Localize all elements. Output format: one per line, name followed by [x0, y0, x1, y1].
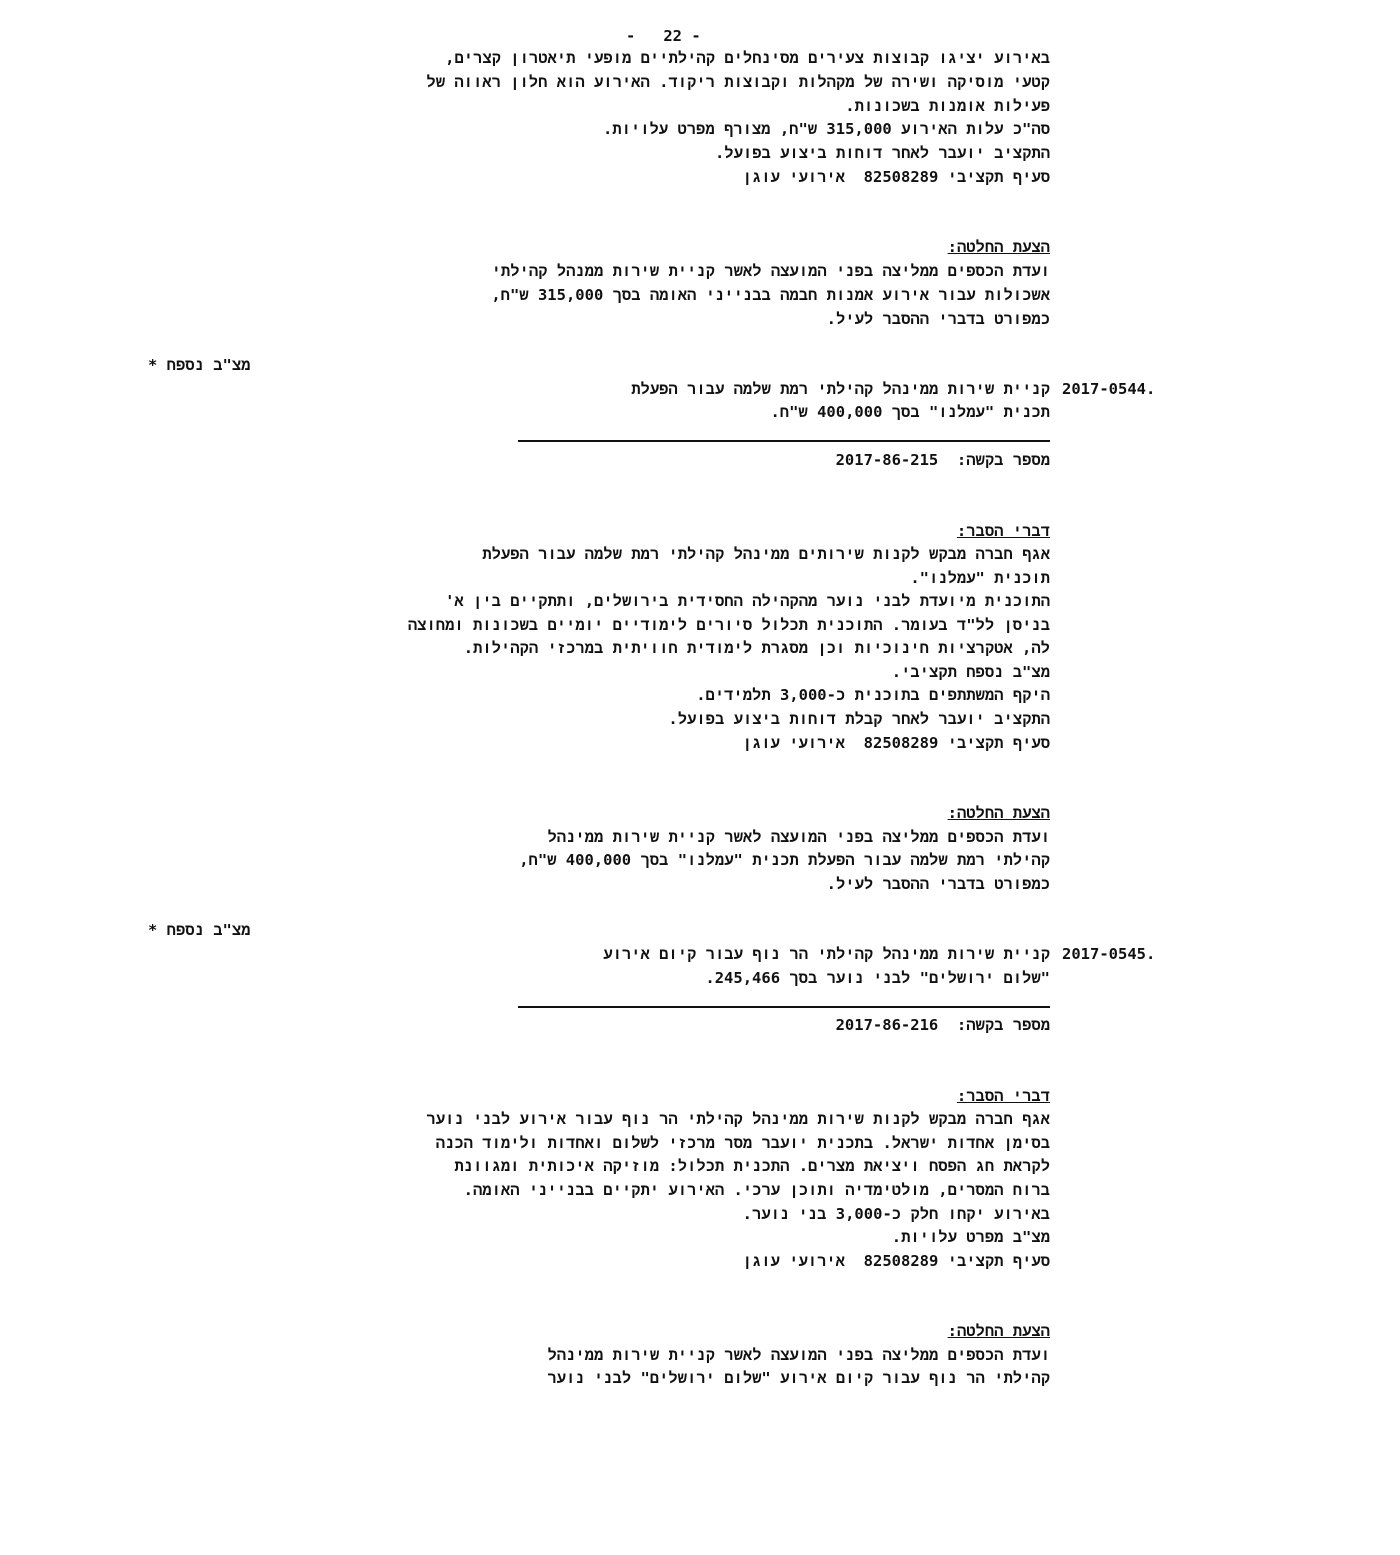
explanation-line: לקראת חג הפסח ויציאת מצרים. התכנית תכלול: מוזיקה איכותית ומגוונת	[454, 1157, 1050, 1175]
text-line: סה"כ עלות האירוע 315,000 ש"ח, מצורף מפרט עלויות.	[602, 120, 1050, 138]
explanation-line: לה, אטקרציות חינוכיות וכן מסגרת לימודית חוויתית במרכזי הקהילות.	[463, 639, 1050, 657]
text-line: קטעי מוסיקה ושירה של מקהלות וקבוצות ריקוד. האירוע הוא חלון ראווה של	[426, 73, 1050, 91]
divider	[518, 440, 1050, 442]
item-title-line: תכנית "עמלנו" בסך 400,000 ש"ח.	[770, 403, 1050, 421]
explanation-line: מצ"ב מפרט עלויות.	[891, 1228, 1050, 1246]
decision-heading: הצעת החלטה:	[947, 1322, 1050, 1340]
explanation-line: מצ"ב נספח תקציבי.	[891, 663, 1050, 681]
explanation-line: התקציב יועבר לאחר קבלת דוחות ביצוע בפועל.	[668, 710, 1050, 728]
budget-line: סעיף תקציבי 82508289 אירועי עוגן	[742, 1252, 1050, 1270]
divider	[518, 1006, 1050, 1008]
item-number: 2017-0545.	[1062, 945, 1156, 963]
explanation-heading: דברי הסבר:	[956, 1087, 1050, 1105]
text-line: באירוע יציגו קבוצות צעירים מסינחלים קהילתיים מופעי תיאטרון קצרים,	[445, 49, 1050, 67]
budget-line: סעיף תקציבי 82508289 אירועי עוגן	[742, 734, 1050, 752]
explanation-line: אגף חברה מבקש לקנות שירות ממינהל קהילתי הר נוף עבור אירוע לבני נוער	[426, 1110, 1050, 1128]
item-number: 2017-0544.	[1062, 380, 1156, 398]
explanation-line: אגף חברה מבקש לקנות שירותים ממינהל קהילתי רמת שלמה עבור הפעלת	[482, 545, 1050, 563]
explanation-line: באירוע יקחו חלק כ-3,000 בני נוער.	[742, 1205, 1050, 1223]
item-title-line: קניית שירות ממינהל קהילתי הר נוף עבור קיום אירוע	[603, 945, 1050, 963]
explanation-heading: דברי הסבר:	[956, 522, 1050, 540]
explanation-line: בסימן אחדות ישראל. בתכנית יועבר מסר מרכזי לשלום ואחדות ולימוד הכנה	[435, 1134, 1050, 1152]
explanation-line: בניסן לל"ד בעומר. התוכנית תכלול סיורים לימודיים יומיים בשכונות ומחוצה	[407, 616, 1050, 634]
decision-line: ועדת הכספים ממליצה בפני המועצה לאשר קניית שירות ממנהל קהילתי	[491, 262, 1050, 280]
decision-heading: הצעת החלטה:	[947, 238, 1050, 256]
attachment-note: * מצ"ב נספח	[148, 356, 251, 374]
text-line: התקציב יועבר לאחר דוחות ביצוע בפועל.	[714, 144, 1050, 162]
decision-line: ועדת הכספים ממליצה בפני המועצה לאשר קניית שירות ממינהל	[547, 1346, 1050, 1364]
text-line: פעילות אומנות בשכונות.	[845, 97, 1050, 115]
decision-line: אשכולות עבור אירוע אמנות חבמה בבנייני האומה בסך 315,000 ש"ח,	[491, 286, 1050, 304]
explanation-line: תוכנית "עמלנו".	[910, 569, 1050, 587]
decision-heading: הצעת החלטה:	[947, 804, 1050, 822]
page-number: - 22 -	[626, 27, 701, 45]
budget-line: סעיף תקציבי 82508289 אירועי עוגן	[742, 168, 1050, 186]
decision-line: קהילתי רמת שלמה עבור הפעלת תכנית "עמלנו" בסך 400,000 ש"ח,	[519, 851, 1050, 869]
explanation-line: התוכנית מיועדת לבני נוער מהקהילה החסידית בירושלים, ותתקיים בין א'	[445, 592, 1050, 610]
explanation-line: היקף המשתתפים בתוכנית כ-3,000 תלמידים.	[696, 686, 1050, 704]
decision-line: קהילתי הר נוף עבור קיום אירוע "שלום ירושלים" לבני נוער	[547, 1369, 1050, 1387]
request-number: מספר בקשה: 2017-86-215	[835, 451, 1050, 469]
decision-line: ועדת הכספים ממליצה בפני המועצה לאשר קניית שירות ממינהל	[547, 828, 1050, 846]
item-title-line: קניית שירות ממינהל קהילתי רמת שלמה עבור הפעלת	[631, 380, 1050, 398]
attachment-note: * מצ"ב נספח	[148, 921, 251, 939]
item-title-line: "שלום ירושלים" לבני נוער בסך 245,466.	[705, 969, 1050, 987]
explanation-line: ברוח המסרים, מולטימדיה ותוכן ערכי. האירוע יתקיים בבנייני האומה.	[463, 1181, 1050, 1199]
decision-line: כמפורט בדברי ההסבר לעיל.	[826, 310, 1050, 328]
request-number: מספר בקשה: 2017-86-216	[835, 1016, 1050, 1034]
decision-line: כמפורט בדברי ההסבר לעיל.	[826, 875, 1050, 893]
